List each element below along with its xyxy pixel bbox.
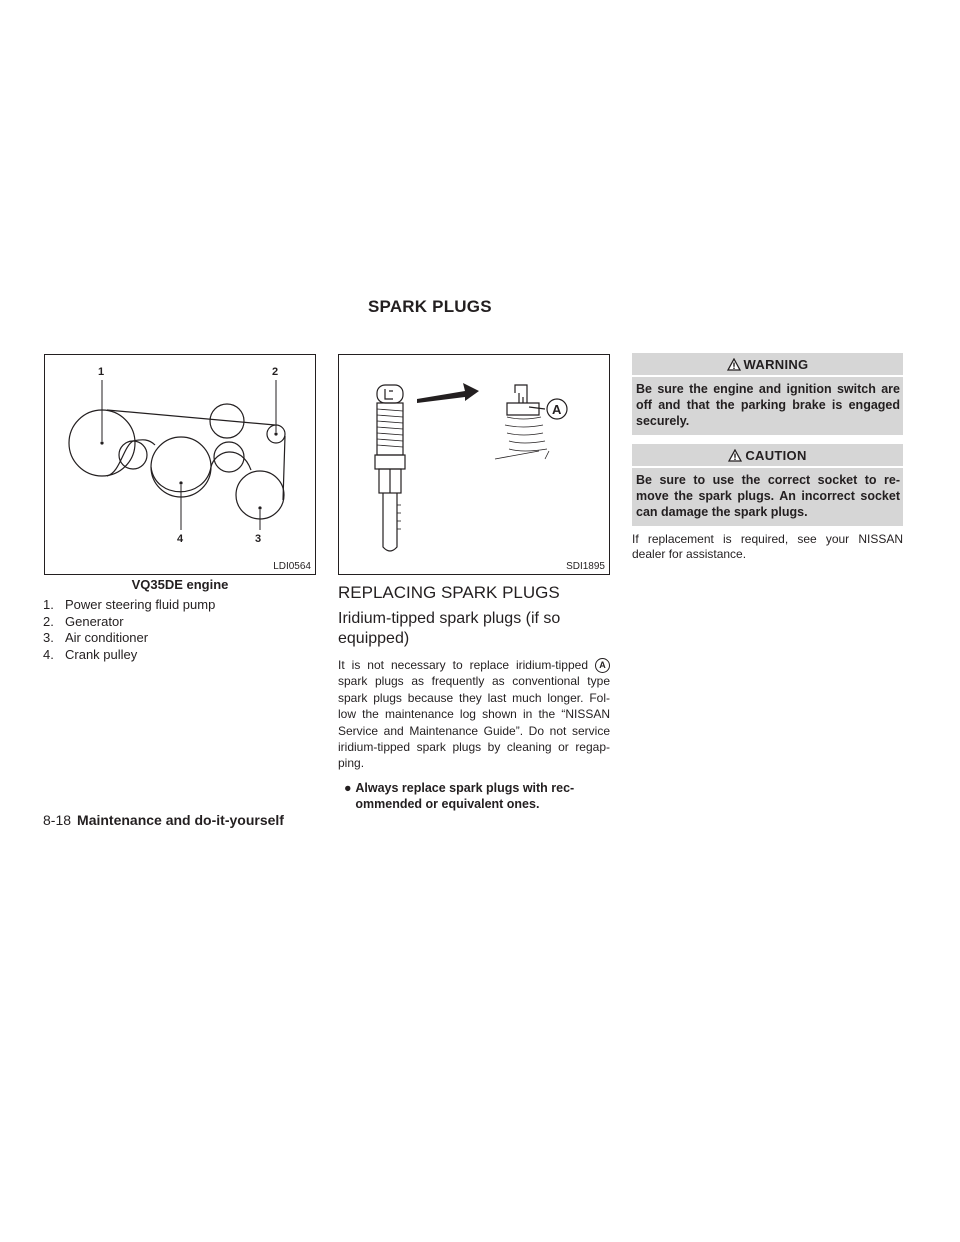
pulley-idler-right: [214, 442, 244, 472]
page-number: 8-18: [43, 812, 72, 828]
belt-diagram-figure: [44, 354, 316, 575]
legend-list: [43, 597, 318, 663]
label-2: 2: [272, 366, 279, 378]
caution-header: [632, 444, 903, 466]
plug-washer: [375, 455, 405, 469]
warning-header: [632, 353, 903, 375]
warning-triangle-icon: [727, 358, 741, 371]
label-4: 4: [177, 533, 184, 545]
belt-segment: [107, 410, 275, 425]
legend-item: 4. Crank pulley: [43, 646, 138, 662]
label-3: 3: [255, 533, 262, 545]
section-heading: REPLACING SPARK PLUGS: [338, 583, 560, 602]
chapter-title: Maintenance and do-it-yourself: [77, 812, 284, 828]
note-text: If replacement is required, see your NISSAN dealer for assistance.: [632, 532, 903, 561]
figure-code: LDI0564: [273, 561, 311, 572]
bullet-item: ● Always replace spark plugs with rec-ommended or equivalent ones.: [344, 780, 575, 811]
figure-code: SDI1895: [566, 561, 605, 572]
electrode-ground: [515, 385, 527, 403]
sub-heading: Iridium-tipped spark plugs (if so equipped): [338, 610, 561, 647]
reference-a-icon: A: [595, 658, 610, 673]
belt-diagram: [45, 355, 315, 574]
replacing-section: [338, 583, 610, 812]
warning-triangle-icon: [728, 449, 742, 462]
legend-item: 3. Air conditioner: [43, 630, 149, 645]
callout-a-label: A: [552, 402, 562, 417]
warning-text: Be sure the engine and ignition switch are off and that the parking brake is engaged securely.: [632, 377, 903, 435]
legend-item: 2. Generator: [43, 613, 124, 629]
spark-plug-figure: [338, 354, 610, 575]
label-1: 1: [98, 366, 105, 378]
warning-title: WARNING: [743, 356, 809, 372]
figure-caption: VQ35DE engine: [131, 577, 229, 592]
belt-segment: [151, 452, 251, 492]
plug-tip-circle: [377, 385, 403, 403]
legend-item: 1. Power steering fluid pump: [43, 597, 216, 612]
caution-title: CAUTION: [745, 447, 807, 463]
section-title: SPARK PLUGS: [368, 297, 492, 316]
page-footer: [43, 812, 284, 828]
spark-plug-diagram: [339, 355, 609, 574]
plug-insulator: [383, 493, 397, 551]
arrow-icon: [417, 383, 479, 403]
body-paragraph: It is not necessary to replace iridium-tipped A spark plugs as frequently as conventional type spark plugs because they last much longer. Fol-low the maintenance log shown in the “NISSAN Service and Maintenance Guide”. Do not service iridium-tipped spark plugs by cleaning or regap-ping.: [338, 658, 610, 771]
safety-column: [632, 353, 903, 562]
caution-text: Be sure to use the correct socket to re-move the spark plugs. An incorrect socket can damage the spark plugs.: [632, 468, 903, 526]
